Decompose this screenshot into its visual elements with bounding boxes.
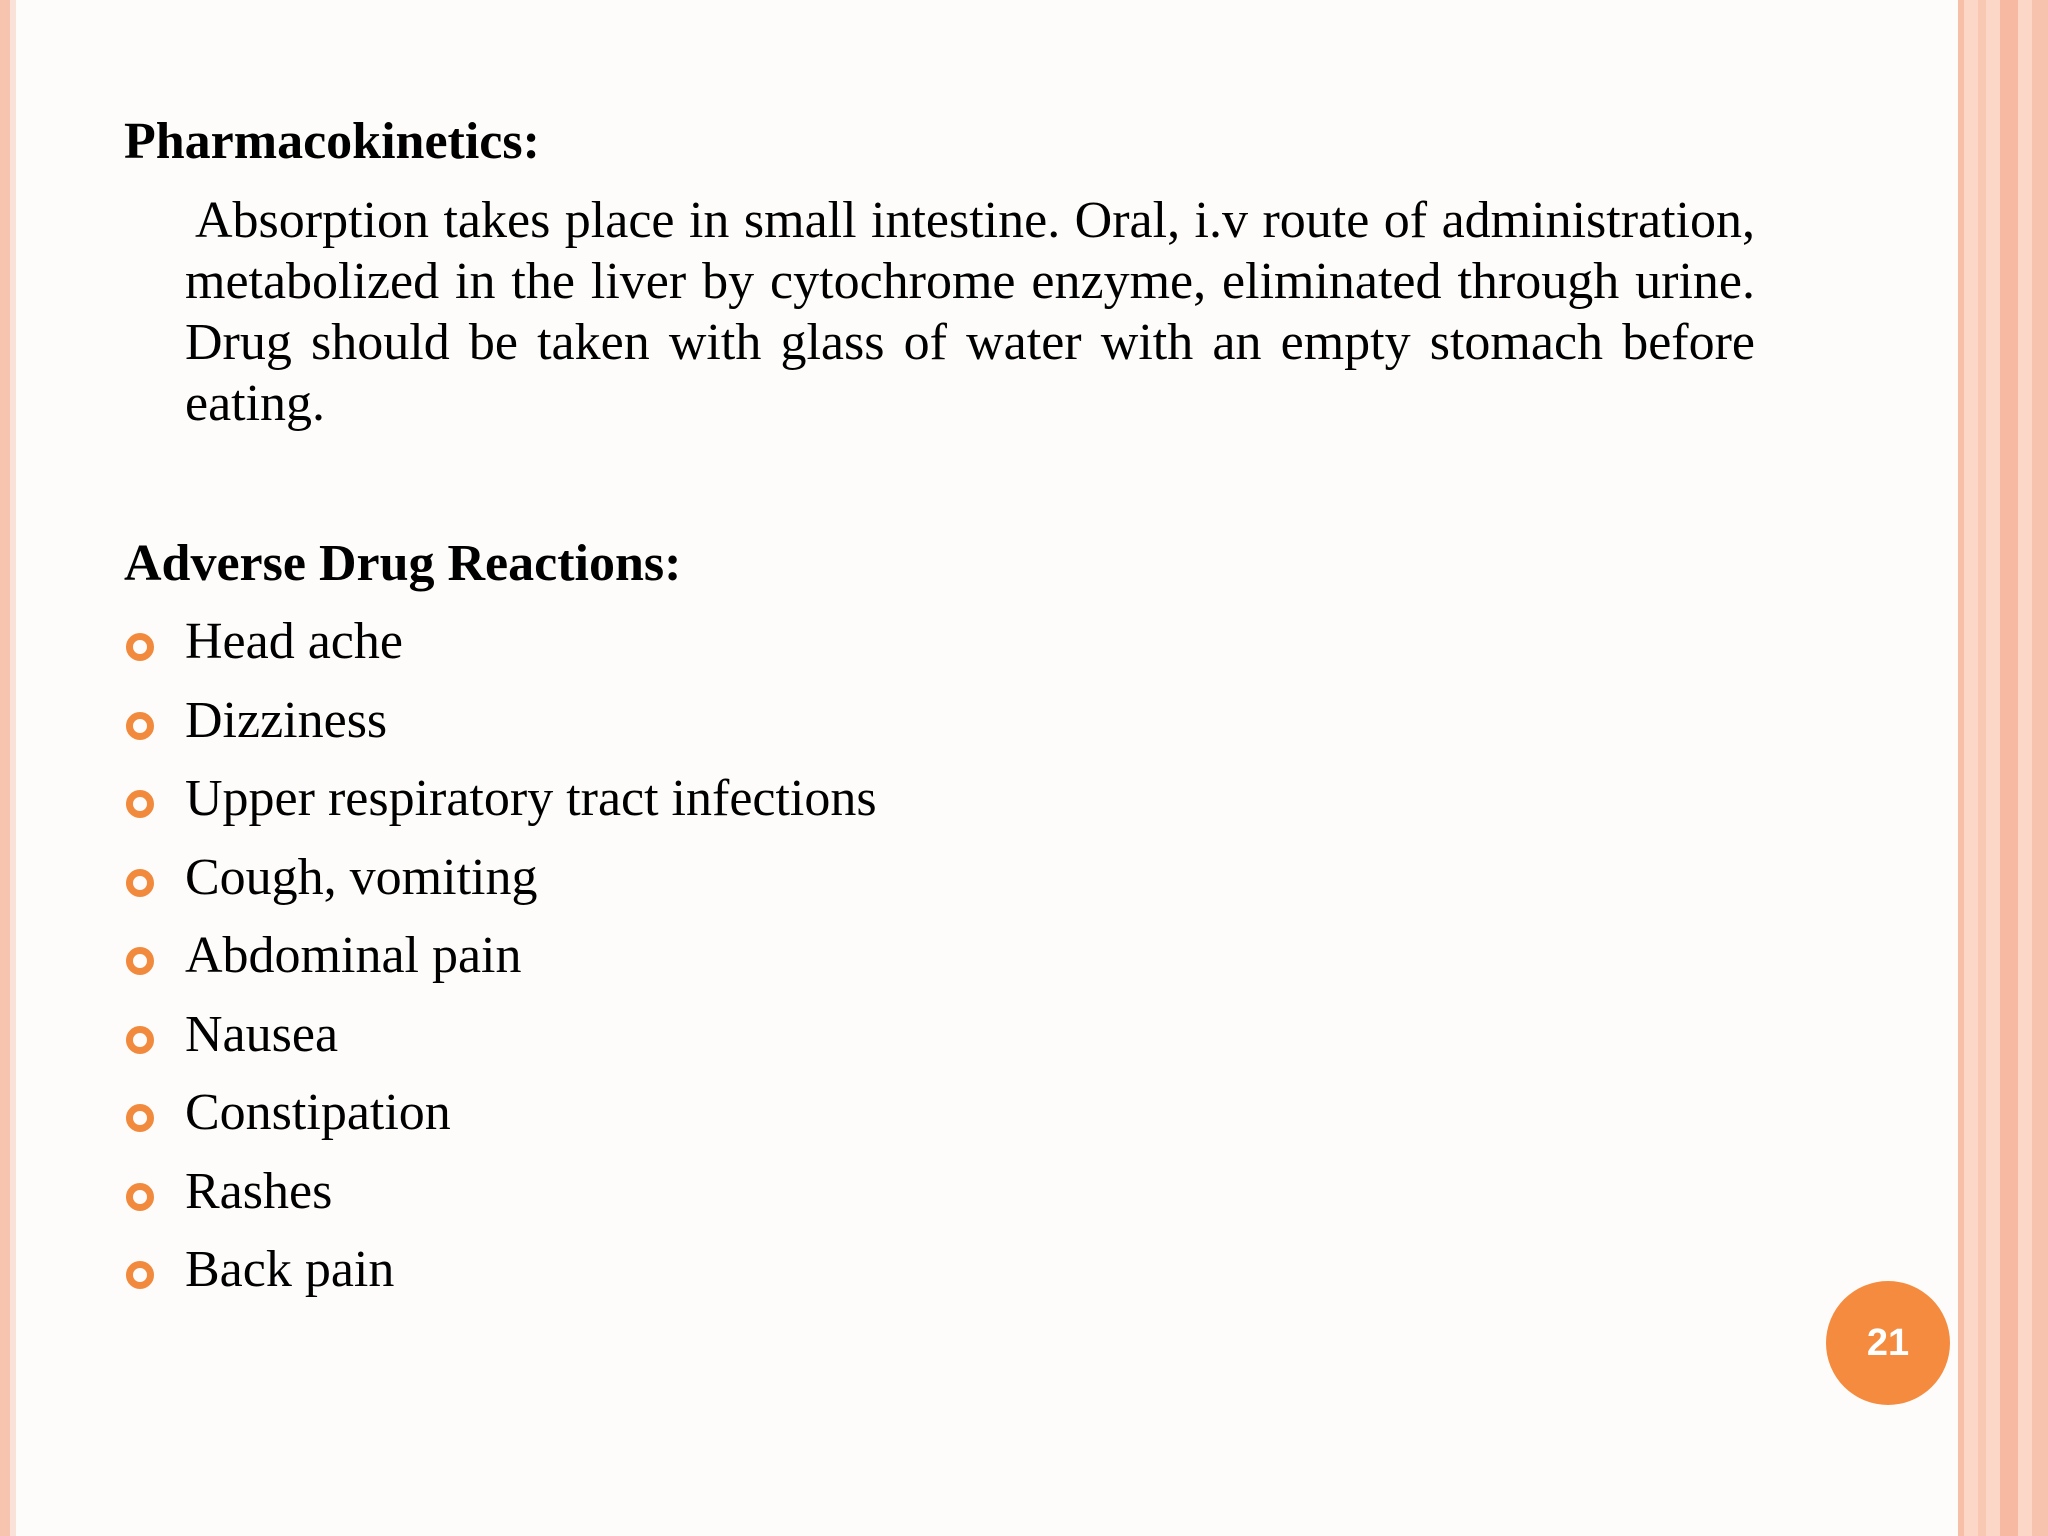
pharmacokinetics-heading: Pharmacokinetics: bbox=[124, 113, 540, 170]
hollow-circle-bullet-icon bbox=[126, 947, 154, 975]
right-border-line bbox=[2032, 0, 2048, 1536]
hollow-circle-bullet-icon bbox=[126, 790, 154, 818]
list-item-text: Back pain bbox=[185, 1241, 395, 1298]
adverse-reactions-heading: Adverse Drug Reactions: bbox=[124, 535, 682, 592]
hollow-circle-bullet-icon bbox=[126, 1183, 154, 1211]
left-border-stripe bbox=[0, 0, 10, 1536]
hollow-circle-bullet-icon bbox=[126, 633, 154, 661]
left-border-stripe-inner bbox=[10, 0, 16, 1536]
right-border-line bbox=[2000, 0, 2018, 1536]
slide-number-badge: 21 bbox=[1826, 1281, 1950, 1405]
hollow-circle-bullet-icon bbox=[126, 1261, 154, 1289]
hollow-circle-bullet-icon bbox=[126, 1026, 154, 1054]
hollow-circle-bullet-icon bbox=[126, 712, 154, 740]
list-item-text: Abdominal pain bbox=[185, 927, 522, 984]
list-item-text: Nausea bbox=[185, 1005, 339, 1063]
hollow-circle-bullet-icon bbox=[126, 1104, 154, 1132]
list-item-text: Constipation bbox=[185, 1084, 451, 1141]
right-border-line bbox=[1958, 0, 1964, 1536]
pharmacokinetics-paragraph: Absorption takes place in small intestine. Oral, i.v route of administration, metabolized in the liver by cytochrome enzyme, eliminated through urine. Drug should be taken with glass of water with an empty stomach before eating. bbox=[185, 192, 1755, 432]
list-item-text: Dizziness bbox=[185, 691, 388, 749]
list-item-text: Cough, vomiting bbox=[185, 848, 538, 906]
list-item-text: Head ache bbox=[185, 613, 403, 670]
list-item-text: Rashes bbox=[185, 1162, 333, 1220]
hollow-circle-bullet-icon bbox=[126, 869, 154, 897]
list-item-text: Upper respiratory tract infections bbox=[185, 770, 877, 827]
right-border-line bbox=[1978, 0, 1986, 1536]
